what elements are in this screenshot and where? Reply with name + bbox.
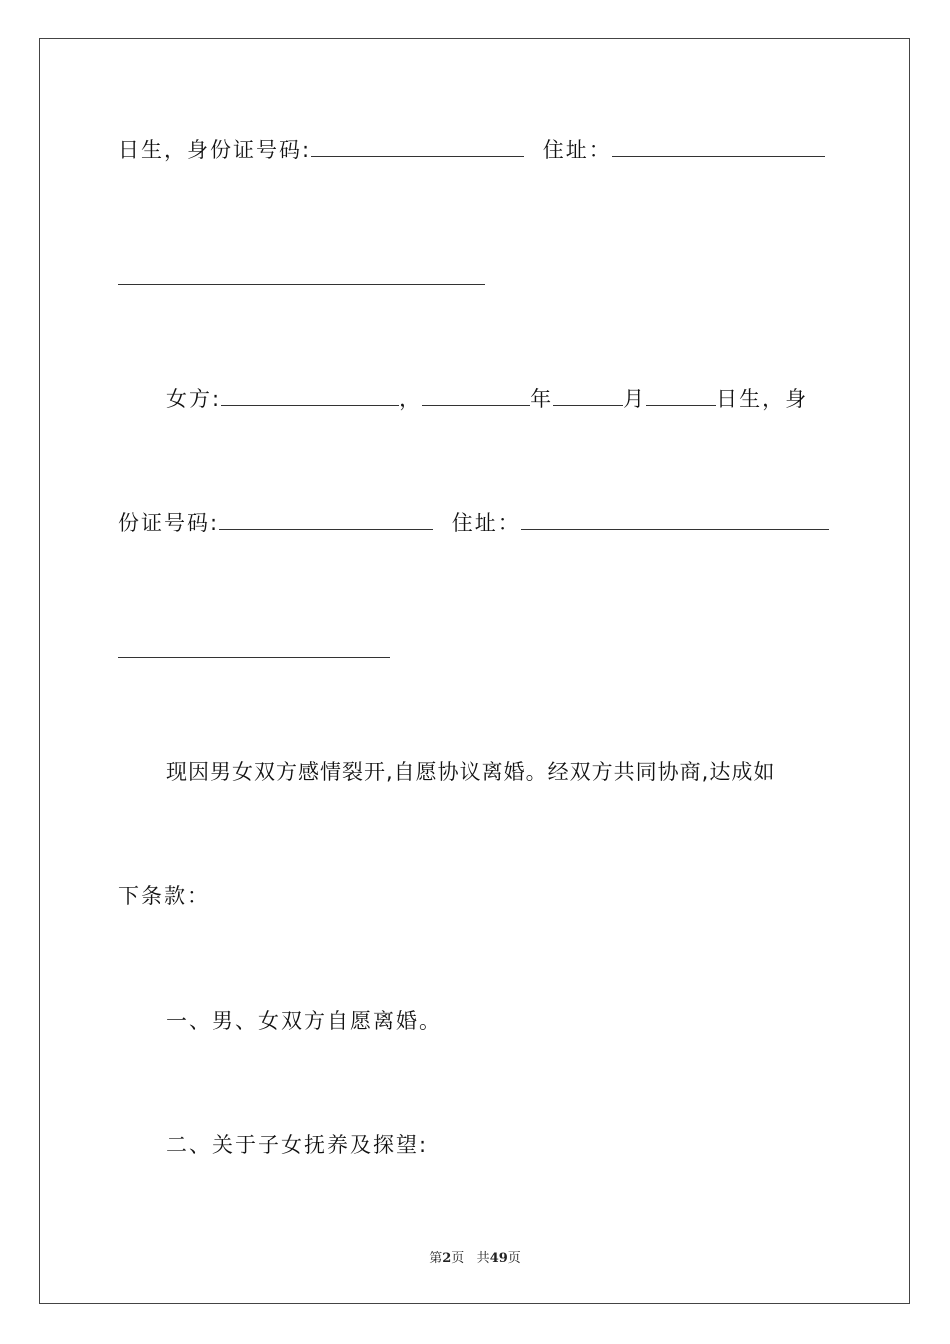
line-female-birth	[166, 387, 808, 411]
male-address-continuation-blank[interactable]	[118, 284, 485, 285]
page-footer	[0, 1247, 950, 1266]
male-address-label: 住址：	[542, 138, 612, 162]
female-address-continuation-blank[interactable]	[118, 657, 390, 658]
female-id-label: 份证号码:	[118, 511, 220, 535]
page-border	[39, 38, 910, 1304]
female-comma: ，	[399, 387, 423, 411]
female-year-blank[interactable]	[422, 387, 530, 406]
clause-2: 二、关于子女抚养及探望:	[166, 1133, 429, 1157]
female-year-label: 年	[530, 387, 554, 411]
male-birth-id-label: 日生，身份证号码:	[118, 138, 312, 162]
female-label: 女方:	[166, 387, 222, 411]
total-suffix: 页	[507, 1251, 521, 1266]
female-month-label: 月	[623, 387, 647, 411]
total-pages: 49	[489, 1251, 508, 1266]
page-suffix: 页	[451, 1251, 465, 1266]
female-day-suffix: 日生，身	[716, 387, 809, 411]
page-prefix: 第	[429, 1251, 443, 1266]
female-name-blank[interactable]	[221, 387, 399, 406]
agreement-paragraph-line1: 现因男女双方感情裂开,自愿协议离婚。经双方共同协商,达成如	[166, 760, 776, 784]
female-day-blank[interactable]	[646, 387, 716, 406]
female-address-label: 住址：	[451, 511, 521, 535]
page-number: 2	[442, 1251, 452, 1266]
male-address-blank[interactable]	[612, 138, 825, 157]
total-prefix: 共	[476, 1251, 490, 1266]
male-id-blank[interactable]	[311, 138, 524, 157]
clause-1: 一、男、女双方自愿离婚。	[166, 1009, 442, 1033]
agreement-paragraph-line2: 下条款：	[118, 884, 210, 908]
female-month-blank[interactable]	[553, 387, 623, 406]
female-id-blank[interactable]	[219, 511, 433, 530]
line-female-id-address	[118, 511, 829, 535]
female-address-blank[interactable]	[521, 511, 829, 530]
line-male-id-address	[118, 138, 825, 162]
